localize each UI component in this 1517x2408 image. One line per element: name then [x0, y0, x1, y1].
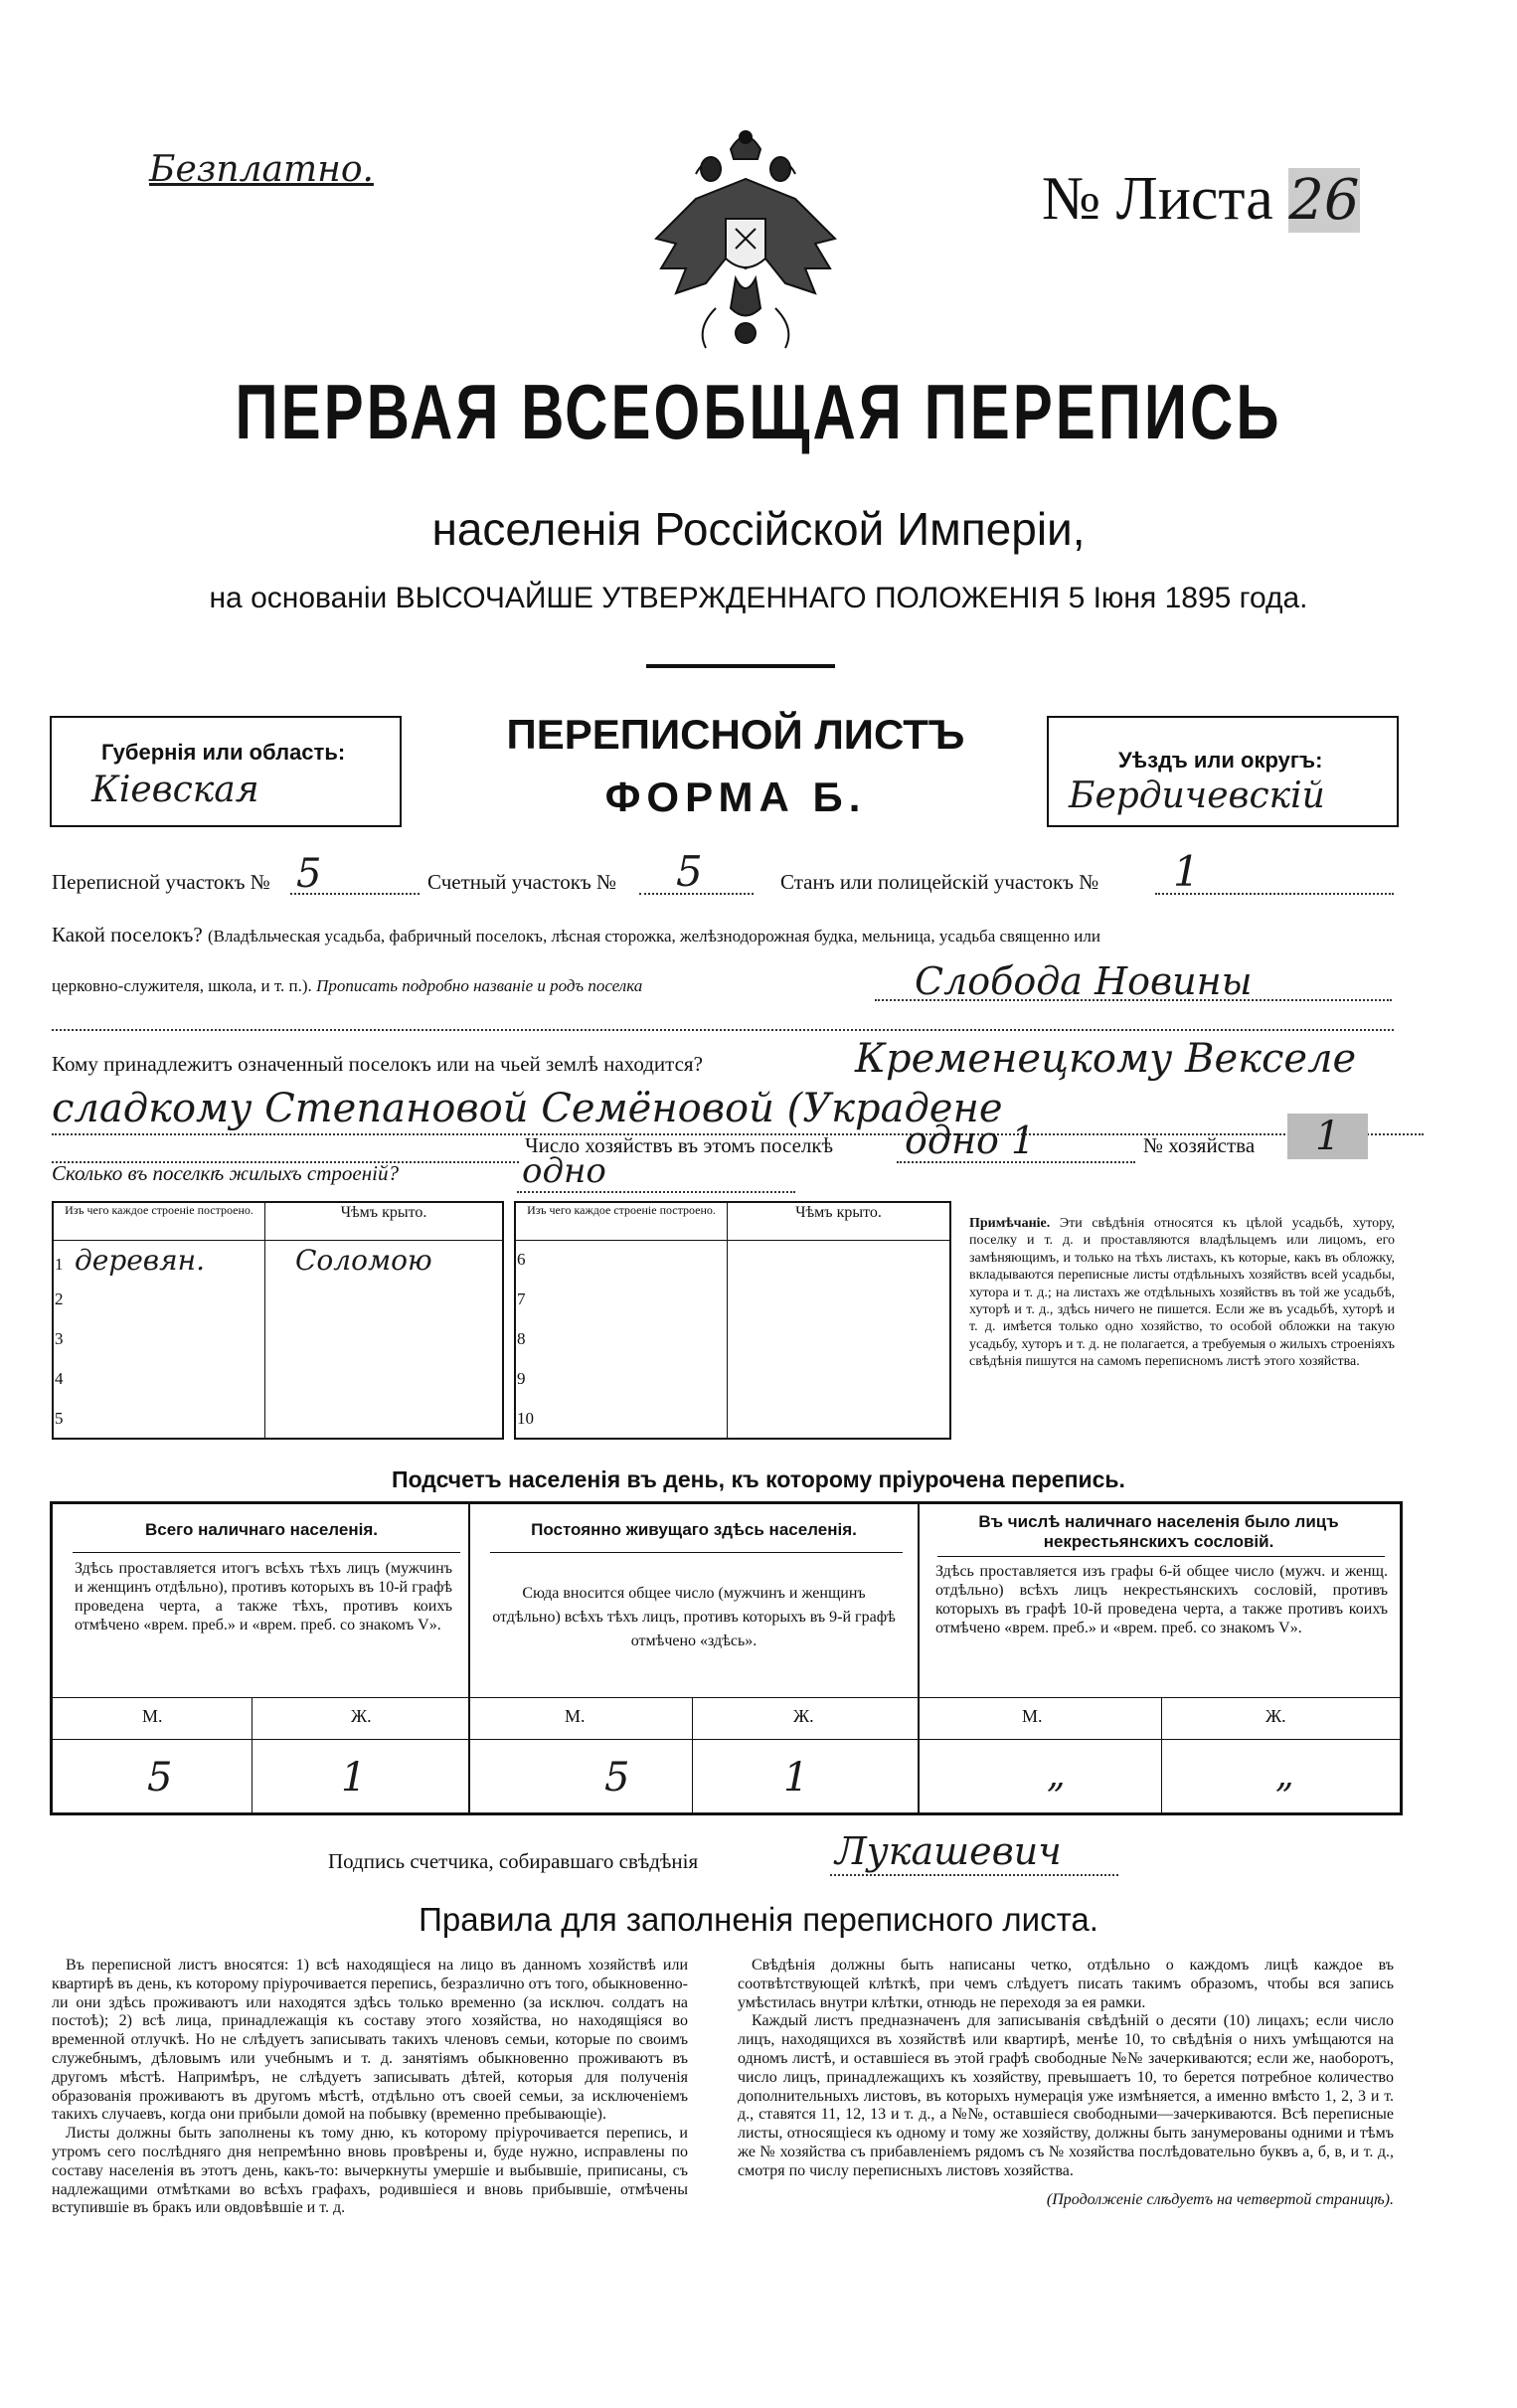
building-row-number: 8: [515, 1319, 728, 1359]
building-row-number: 6: [515, 1240, 728, 1280]
buildings-note: [969, 1215, 1395, 1371]
rules-title: Правила для заполненія переписного листа.: [419, 1901, 1098, 1938]
settlement-question: [52, 920, 1463, 949]
note-title: Примѣчаніе.: [969, 1216, 1051, 1231]
settlement-value: Слобода Новины: [915, 959, 1253, 1003]
f-label: Ж.: [351, 1706, 372, 1726]
settlement-hint: (Владѣльческая усадьба, фабричный поселокъ, лѣсная сторожка, желѣзнодорожная будка, мельница, усадьба священно или: [207, 927, 1100, 946]
document-title: ПЕРВАЯ ВСЕОБЩАЯ ПЕРЕПИСЬ: [235, 368, 1282, 456]
f-label: Ж.: [793, 1706, 814, 1726]
households-value: одно 1: [905, 1118, 1036, 1162]
settlement-hint-2: церковно-служителя, школа, и т. п.).: [52, 976, 312, 995]
resident-population-header: Постоянно живущаго здѣсь населенія.: [531, 1520, 857, 1539]
buildings-label: Сколько въ поселкѣ жилыхъ строеній?: [52, 1161, 399, 1185]
note-text: Эти свѣдѣнія относятся къ цѣлой усадьбѣ, хутору, поселку и т. д. и проставляются владѣльцемъ или лицомъ, его замѣняющимъ, и только на тѣхъ листахъ, къ которые, какъ въ обложку, вкладываются переписные листы отдѣльныхъ хозяйствъ всей усадьбы, хутора и т. д.; на листахъ же отдѣльныхъ хозяйствъ въ той же усадьбѣ, хуторѣ и т. д., здѣсь ничего не пишется. Если же въ усадьбѣ, хуторѣ и т. д. имѣется только одно хозяйство, то особой обложки на такую усадьбу, хуторъ и т. д. не полагается, а требуемыя о жилыхъ строеніяхъ свѣдѣнія пишутся на самомъ переписномъ листѣ этого хозяйства.: [969, 1216, 1396, 1370]
buildings-value: одно: [522, 1151, 606, 1191]
rules-right-paragraph-2: Каждый листъ предназначенъ для записыванія свѣдѣній о десяти (10) лицахъ; если число лицъ, находящихся въ хозяйствѣ или квартирѣ, менѣе 10, то свѣдѣнія о нихъ умѣщаются на одномъ листѣ, и оставшіеся въ этой графѣ свободные №№ зачеркиваются; если же, наоборотъ, число лицъ, принадлежащихъ къ хозяйству, превышаетъ 10, то берется потребное количество дополнительныхъ листовъ, въ которыхъ нумерація уже измѣняется, а именно вмѣсто 1, 2, 3 и т. д., ставятся 11, 12, 13 и т. д., а №№, оставшіеся свободными—зачеркиваются. Всѣ переписные листы, относящіеся къ одному и тому же хозяйству, должны быть занумерованы одними и тѣмъ же № хозяйства съ прибавленіемъ рядомъ съ № хозяйства послѣдовательно буквъ а, б, в, и т. д., смотря по числу переписныхъ листовъ хозяйства.: [738, 2012, 1394, 2179]
document-subtitle: населенія Россійской Имперіи,: [431, 503, 1086, 555]
m-label: М.: [565, 1706, 586, 1726]
buildings-roof-header: Чѣмъ крыто.: [340, 1204, 427, 1221]
buildings-table: [52, 1201, 956, 1445]
province-value: Кіевская: [91, 770, 259, 810]
building-material: деревян.: [75, 1243, 205, 1277]
total-population-desc: Здѣсь проставляется итогъ всѣхъ тѣхъ лицъ (мужчинъ и женщинъ отдѣльно), противъ которыхъ въ 10-й графѣ проведена черта, а также тѣхъ, противъ коихъ отмѣчено «врем. преб.» и «врем. преб. со знакомъ V».: [75, 1560, 452, 1634]
building-row-number: 1: [55, 1254, 64, 1274]
owner-label: Кому принадлежитъ означенный поселокъ или на чьей землѣ находится?: [52, 1052, 703, 1076]
non-peasant-male-value: „: [1047, 1755, 1066, 1796]
stan-value: 1: [1173, 847, 1200, 896]
building-row-number: 10: [515, 1399, 728, 1439]
rules-right-paragraph-1: Свѣдѣнія должны быть написаны четко, отдѣльно о каждомъ лицѣ каждое въ соотвѣтствующей клѣткѣ, при чемъ слѣдуетъ писать такимъ образомъ, чтобы вся запись умѣстилась внутри клѣтки, отнюдь не переходя за ея рамки.: [738, 1957, 1394, 2011]
rules-left-paragraph-2: Листы должны быть заполнены къ тому дню, къ которому пріурочивается перепись, и утромъ сего послѣдняго дня непремѣнно вновь провѣрены и, буде нужно, исправлены по составу населенія въ этотъ день, какъ-то: вычеркнуты умершіе и выбывшіе, приписаны, съ надлежащими отмѣтками во всѣхъ графахъ, родившіеся и вновь прибывшіе, отмѣчены вступившіе въ бракъ или овдовѣвшіе и т. д.: [52, 2125, 688, 2217]
building-row-number: 9: [515, 1359, 728, 1399]
building-row-number: 7: [515, 1280, 728, 1319]
signature-value: Лукашевич: [835, 1829, 1062, 1873]
non-peasant-female-value: „: [1275, 1755, 1294, 1796]
signature-label: Подпись счетчика, собиравшаго свѣдѣнія: [328, 1849, 699, 1873]
count-area-value: 5: [676, 847, 703, 896]
rules-left: [52, 1957, 688, 2218]
building-roof: Соломою: [295, 1243, 432, 1277]
rules-right: [738, 1957, 1394, 2209]
total-female-value: 1: [341, 1755, 367, 1801]
census-area-label: Переписной участокъ №: [52, 870, 270, 894]
legal-basis: на основаніи ВЫСОЧАЙШЕ УТВЕРЖДЕННАГО ПОЛОЖЕНІЯ 5 Іюня 1895 года.: [209, 582, 1308, 614]
sheet-title: ПЕРЕПИСНОЙ ЛИСТЪ: [506, 711, 965, 758]
district-label: Уѣздъ или округъ:: [1118, 748, 1323, 773]
total-male-value: 5: [147, 1755, 173, 1801]
coat-of-arms-emblem: [636, 119, 855, 353]
building-row-number: 3: [53, 1319, 265, 1359]
buildings-built-header: Изъ чего каждое строеніе построено.: [53, 1202, 265, 1240]
non-peasant-desc: Здѣсь проставляется изъ графы 6-й общее число (мужч. и женщ. отдѣльно) всѣхъ лицъ некрестьянскихъ сословій, противъ которыхъ въ графѣ 10-й проведена черта, а также противъ коихъ отмѣчено «врем. преб.» и «врем. преб. со знакомъ V».: [935, 1563, 1388, 1636]
buildings-built-header: Изъ чего каждое строеніе построено.: [515, 1202, 728, 1240]
households-label: Число хозяйствъ въ этомъ поселкѣ: [525, 1133, 833, 1157]
rules-left-paragraph-1: Въ переписной листъ вносятся: 1) всѣ находящіеся на лицо въ данномъ хозяйствѣ или квартирѣ въ день, къ которому пріурочивается перепись, безразлично отъ того, обыкновенно-ли они здѣсь проживаютъ или находятся здѣсь только временно (за исключ. солдатъ на постоѣ); 2) всѣ лица, принадлежащія къ составу этого хозяйства, но находящіяся во временной отлучкѣ. Но не слѣдуетъ записывать такихъ членовъ семьи, которые по своимъ служебнымъ, дѣловымъ или учебнымъ и т. д. занятіямъ обыкновенно проживаютъ въ другомъ мѣстѣ. Напримѣръ, не слѣдуетъ записывать дѣтей, которыя для полученія образованія проживаютъ въ другомъ мѣстѣ, отдѣльно отъ своей семьи, за исключеніемъ такихъ случаевъ, когда они прибыли домой на побывку (временно пребывающіе).: [52, 1957, 688, 2124]
rules-continued: (Продолженіе слѣдуетъ на четвертой страницѣ).: [1046, 2190, 1394, 2208]
household-no-label: № хозяйства: [1143, 1133, 1256, 1157]
household-no-value: 1: [1287, 1114, 1368, 1159]
building-row-number: 4: [53, 1359, 265, 1399]
free-label: Безплатно.: [149, 149, 374, 190]
buildings-roof-header: Чѣмъ крыто.: [795, 1204, 882, 1221]
owner-value-1: Кременецкому Векселе: [855, 1036, 1357, 1082]
district-box: [1047, 716, 1399, 827]
form-name: ФОРМА Б.: [604, 774, 867, 820]
sheet-number-label: № Листа: [1042, 165, 1273, 233]
m-label: М.: [1022, 1706, 1043, 1726]
census-area-value: 5: [296, 851, 322, 897]
m-label: М.: [142, 1706, 163, 1726]
sheet-number: [1042, 164, 1360, 235]
population-table: [50, 1501, 1403, 1815]
population-title: Подсчетъ населенія въ день, къ которому пріурочена перепись.: [392, 1466, 1125, 1492]
building-row-number: 2: [53, 1280, 265, 1319]
owner-value-2: сладкому Степановой Семёновой (Украдене: [52, 1086, 1003, 1131]
stan-label: Станъ или полицейскій участокъ №: [780, 870, 1099, 894]
settlement-hint-3: Прописать подробно названіе и родъ поселка: [316, 976, 643, 995]
resident-population-desc: Сюда вносится общее число (мужчинъ и женщинъ отдѣльно) всѣхъ тѣхъ лицъ, противъ которыхъ въ 9-й графѣ отмѣчено «здѣсь».: [492, 1585, 896, 1649]
building-row-number: 5: [53, 1399, 265, 1439]
count-area-label: Счетный участокъ №: [427, 870, 617, 894]
province-box: [50, 716, 402, 827]
f-label: Ж.: [1265, 1706, 1286, 1726]
resident-female-value: 1: [783, 1755, 809, 1801]
non-peasant-header: Въ числѣ наличнаго населенія было лицъ некрестьянскихъ сословій.: [978, 1512, 1339, 1551]
header-divider: [646, 664, 835, 668]
total-population-header: Всего наличнаго населенія.: [145, 1520, 378, 1539]
sheet-number-value: 26: [1288, 168, 1360, 233]
province-label: Губернія или область:: [101, 740, 346, 765]
resident-male-value: 5: [604, 1755, 630, 1801]
district-value: Бердичевскій: [1069, 775, 1325, 816]
settlement-label: Какой поселокъ?: [52, 923, 203, 946]
